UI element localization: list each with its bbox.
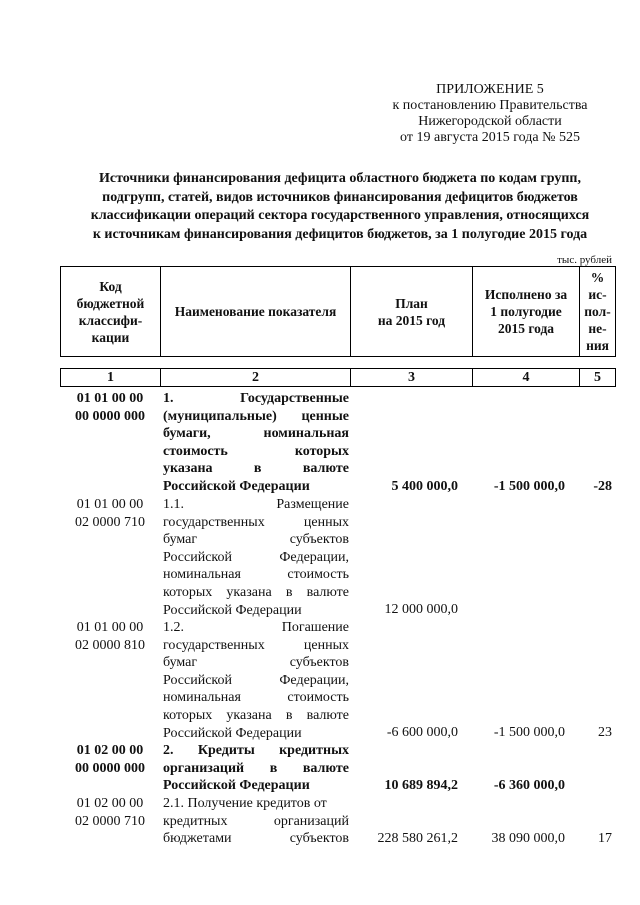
appendix-header [340,82,640,146]
row-pct: -28 [593,479,612,495]
table-header [60,266,616,357]
title-line: к источникам финансирования дефицитов бюджетов, за 1 полугодие 2015 года [92,226,588,242]
column-number: 3 [351,369,473,387]
table-row [60,390,615,496]
row-plan: 5 400 000,0 [391,479,458,495]
header-name: Наименование показателя [161,267,351,357]
title-line: Источники финансирования дефицита областного бюджета по кодам групп, [98,171,581,186]
units-label: тыс. рублей [557,254,612,266]
header-exec: Исполнено за 1 полугодие 2015 года [473,267,580,357]
row-exec: -1 500 000,0 [493,479,565,495]
row-code: 01 02 00 00 00 0000 000 [75,743,145,776]
row-name: 1.1. Размещение государственных ценных бумаг субъектов Российской Федерации, номинальная стоимость которых указана в валюте Российской Федерации [163,497,349,618]
row-name: 2.1. Получение кредитов от кредитных организаций бюджетами субъектов [163,796,349,847]
table-row [60,619,615,742]
row-pct: 17 [598,831,612,847]
appendix-title: ПРИЛОЖЕНИЕ 5 [436,82,544,97]
row-plan: 228 580 261,2 [377,831,458,847]
row-exec: 38 090 000,0 [491,831,565,847]
column-numbers [60,368,616,387]
row-plan: -6 600 000,0 [386,725,458,741]
title-line: классификации операций сектора государственного управления, относящихся [90,208,590,223]
row-exec: -6 360 000,0 [493,778,565,794]
header-code: Код бюджетной классифи- кации [61,267,161,357]
column-number: 5 [580,369,616,387]
title-line: подгрупп, статей, видов источников финансирования дефицитов бюджетов [102,189,578,205]
row-code: 01 01 00 00 00 0000 000 [75,391,145,424]
column-number: 4 [473,369,580,387]
header-plan: План на 2015 год [351,267,473,357]
row-name: 2. Кредиты кредитных организаций в валюте Российской Федерации [163,743,349,794]
appendix-line: Нижегородской области [418,114,562,129]
row-name: 1. Государственные (муниципальные) ценные бумаги, номинальная стоимость которых указана в валюте Российской Федерации [163,391,349,494]
row-plan: 12 000 000,0 [384,602,458,618]
appendix-line: от 19 августа 2015 года № 525 [400,130,580,145]
column-number: 1 [61,369,161,387]
table-body [60,390,615,848]
row-code: 01 01 00 00 02 0000 810 [75,620,145,653]
table-row [60,742,615,795]
appendix-line: к постановлению Правительства [392,98,588,113]
table-row [60,496,615,619]
row-pct: 23 [598,725,612,741]
document-title [60,170,620,244]
row-exec: -1 500 000,0 [493,725,565,741]
row-plan: 10 689 894,2 [384,778,458,794]
row-code: 01 01 00 00 02 0000 710 [75,497,145,530]
header-pct: % ис- пол- не- ния [580,267,616,357]
column-number: 2 [161,369,351,387]
table-row [60,795,615,848]
row-code: 01 02 00 00 02 0000 710 [75,796,145,829]
row-name: 1.2. Погашение государственных ценных бумаг субъектов Российской Федерации, номинальная стоимость которых указана в валюте Российской Федерации [163,620,349,741]
